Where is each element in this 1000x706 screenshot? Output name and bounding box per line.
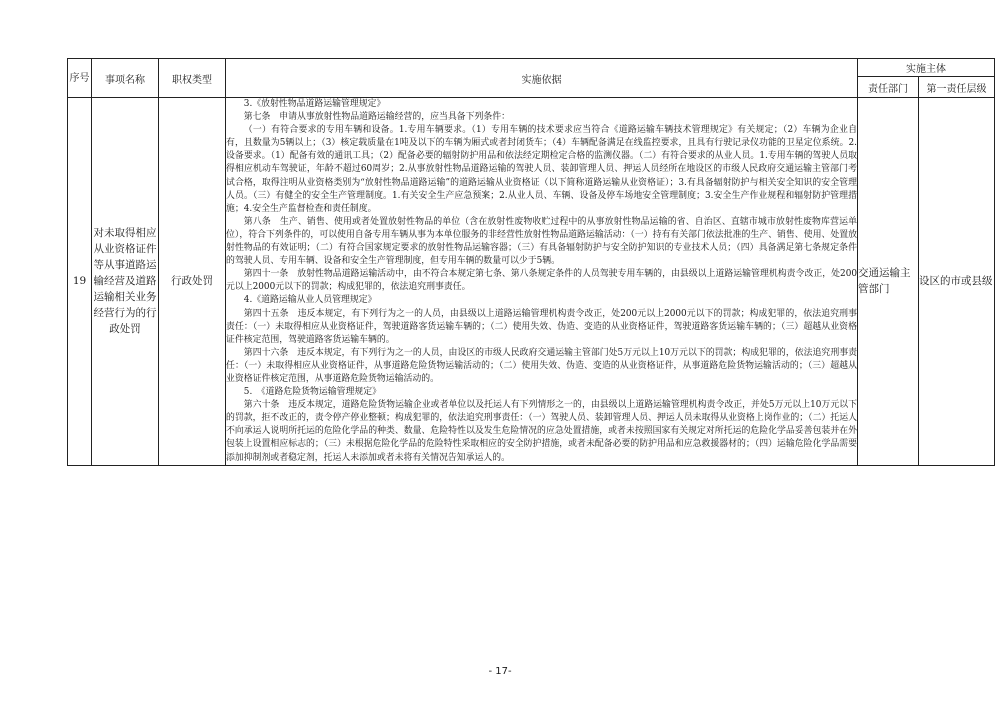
row-level: 设区的市或县级: [919, 98, 995, 466]
basis-paragraph: 第四十五条 违反本规定，有下列行为之一的人员，由县级以上道路运输管理机构责令改正，处200元以上2000元以下的罚款；构成犯罪的，依法追究刑事责任：（一）未取得相应从业资格证件，驾驶道路客货运输车辆的；（二）使用失效、伪造、变造的从业资格证件，驾驶道路客货运输车辆的；（三）超越从业资格证件核定范围，驾驶道路客货运输车辆的。: [226, 308, 857, 345]
row-item-name: 对未取得相应从业资格证件等从事道路运输经营及道路运输相关业务经营行为的行政处罚: [92, 98, 159, 466]
row-dept: 交通运输主管部门: [858, 98, 919, 466]
header-name: 事项名称: [92, 59, 159, 98]
header-power-type: 职权类型: [159, 59, 226, 98]
basis-paragraph: 第四十一条 放射性物品道路运输活动中，由不符合本规定第七条、第八条规定条件的人员驾驶专用车辆的，由县级以上道路运输管理机构责令改正，处200元以上2000元以下的罚款；构成犯罪的，依法追究刑事责任。: [226, 269, 857, 293]
basis-paragraph: （一）有符合要求的专用车辆和设备。1.专用车辆要求。（1）专用车辆的技术要求应当符合《道路运输车辆技术管理规定》有关规定；（2）车辆为企业自有，且数量为5辆以上；（3）核定载质量在1吨及以下的车辆为厢式或者封闭货车；（4）车辆配备满足在线监控要求，且具有行驶记录仪功能的卫星定位系统。2.设备要求。（1）配备有效的通讯工具；（2）配备必要的辐射防护用品和依法经定期检定合格的监测仪器。（二）有符合要求的从业人员。1.专用车辆的驾驶人员取得相应机动车驾驶证，年龄不超过60周岁；2.从事放射性物品道路运输的驾驶人员、装卸管理人员、押运人员经所在地设区的市级人民政府交通运输主管部门考试合格，取得注明从业资格类别为“放射性物品道路运输”的道路运输从业资格证（以下简称道路运输从业资格证）；3.有具备辐射防护与相关安全知识的安全管理人员。（三）有健全的安全生产管理制度。1.有关安全生产应急预案；2.从业人员、车辆、设备及停车场地安全管理制度；3.安全生产作业规程和辐射防护管理措施；4.安全生产监督检查和责任制度。: [226, 125, 857, 214]
row-basis: [226, 98, 858, 466]
basis-paragraph: 第八条 生产、销售、使用或者处置放射性物品的单位（含在放射性废物收贮过程中的从事放射性物品运输的省、自治区、直辖市城市放射性废物库营运单位），符合下列条件的，可以使用自备专用车辆从事为本单位服务的非经营性放射性物品道路运输活动：（一）持有有关部门依法批准的生产、销售、使用、处置放射性物品的有效证明；（二）有符合国家规定要求的放射性物品运输容器；（三）有具备辐射防护与安全防护知识的专业技术人员；（四）具备满足第七条规定条件的驾驶人员、专用车辆、设备和安全生产管理制度，但专用车辆的数量可以少于5辆。: [226, 216, 857, 267]
basis-heading: 4.《道路运输从业人员管理规定》: [243, 295, 377, 306]
basis-heading: 3.《放射性物品道路运输管理规定》: [243, 99, 386, 109]
basis-paragraph: 第七条 申请从事放射性物品道路运输经营的，应当具备下列条件：: [243, 112, 511, 123]
basis-paragraph: 第四十六条 违反本规定，有下列行为之一的人员，由设区的市级人民政府交通运输主管部门处5万元以上10万元以下的罚款；构成犯罪的，依法追究刑事责任：（一）未取得相应从业资格证件，从事道路危险货物运输活动的；（二）使用失效、伪造、变造的从业资格证件，从事道路危险货物运输活动的；（三）超越从业资格证件核定范围，从事道路危险货物运输活动的。: [226, 347, 857, 384]
header-subject: 实施主体: [858, 59, 995, 77]
row-power-type: 行政处罚: [159, 98, 226, 466]
law-enforcement-table: [67, 58, 995, 466]
row-seq: 19: [68, 98, 92, 466]
table-row: [68, 98, 995, 466]
header-basis: 实施依据: [226, 59, 858, 98]
page-number: - 17-: [488, 666, 512, 677]
header-seq: 序号: [68, 59, 92, 98]
basis-heading: 5. 《道路危险货物运输管理规定》: [243, 387, 381, 398]
header-level: 第一责任层级: [919, 77, 995, 98]
header-dept: 责任部门: [858, 77, 919, 98]
basis-paragraph: 第六十条 违反本规定，道路危险货物运输企业或者单位以及托运人有下列情形之一的，由县级以上道路运输管理机构责令改正，并处5万元以上10万元以下的罚款，拒不改正的，责令停产停业整顿；构成犯罪的，依法追究刑事责任：（一）驾驶人员、装卸管理人员、押运人员未取得从业资格上岗作业的；（二）托运人不向承运人说明所托运的危险化学品的种类、数量、危险特性以及发生危险情况的应急处置措施，或者未按照国家有关规定对所托运的危险化学品妥善包装并在外包装上设置相应标志的；（三）未根据危险化学品的危险特性采取相应的安全防护措施，或者未配备必要的防护用品和应急救援器材的；（四）运输危险化学品需要添加抑制剂或者稳定剂，托运人未添加或者未将有关情况告知承运人的。: [226, 400, 857, 463]
